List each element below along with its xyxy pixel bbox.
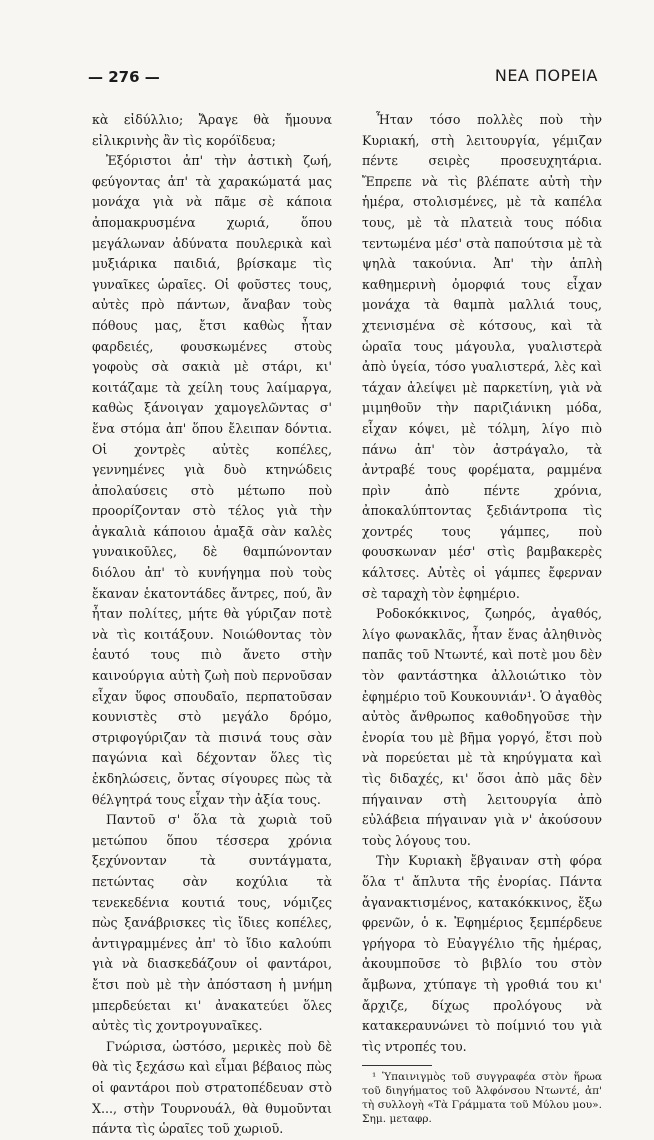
footnote: ¹ Ὑπαινιγμὸς τοῦ συγγραφέα στὸν ἥρωα τοῦ διηγήματος τοῦ Ἀλφόνσου Ντωντέ, ἀπ' τὴ συλλογὴ «Τὰ Γράμματα τοῦ Μύλου μου». Σημ. μεταφρ.	[362, 1071, 602, 1126]
paragraph: Ἦταν τόσο πολλὲς ποὺ τὴν Κυριακή, στὴ λειτουργία, γέμιζαν πέντε σειρὲς προσευχητάρια. Ἔπρεπε νὰ τὶς βλέπατε αὐτὴ τὴν ἡμέρα, στολισμένες, μὲ τὰ καπέλα τους, μὲ τὰ πλατειὰ τους πόδια τεντωμένα μέσ' στὰ παπούτσια μὲ τὰ ψηλὰ τακούνια. Ἀπ' τὴν ἁπλὴ καθημερινὴ ὀμορφιά τους εἶχαν μονάχα τὰ θαμπὰ μαλλιά τους, χτενισμένα σὲ κότσους, καὶ τὰ ὡραῖα τους μάγουλα, γυαλιστερὰ ἀπὸ ὑγεία, τόσο γυαλιστερά, λὲς καὶ τάχαν ἀλείψει μὲ παρκετίνη, γιὰ νὰ μιμηθοῦν τὴν παριζιάνικη μόδα, εἶχαν κόψει, μὲ τόλμη, λίγο πιὸ πάνω ἀπ' τὸν ἀστράγαλο, τὰ ἀντραβέ τους φορέματα, ραμμένα πρὶν ἀπὸ πέντε χρόνια, ἀποκαλύπτοντας ξεδιάντροπα τὶς χοντρές τους γάμπες, ποὺ φουσκωναν μέσ' στὶς βαμβακερὲς κάλτσες. Αὐτὲς οἱ γάμπες ἔφερναν σὲ ταραχὴ τὸν ἐφημέριο.	[362, 112, 602, 601]
paragraph: Ροδοκόκκινος, ζωηρός, ἀγαθός, λίγο φωνακλᾶς, ἦταν ἕνας ἀληθινὸς παπᾶς τοῦ Ντωντέ, καὶ ποτὲ μου δὲν τὸν φαντάστηκα ἀλλοιώτικο τὸν ἐφημέριο τοῦ Κουκουνιάν¹. Ὁ ἀγαθὸς αὐτὸς ἄνθρωπος καθοδηγοῦσε τὴν ἐνορία του μὲ βῆμα γοργό, ἔτσι ποὺ νὰ πορεύεται μὲ τὰ κηρύγματα καὶ τὶς διδαχές, κι' ὅσοι ἀπὸ μᾶς δὲν πήγαιναν στὴ λειτουργία ἀπὸ εὐλάβεια πήγαιναν γιὰ ν' ἀκούσουν τοὺς λόγους του.	[362, 606, 602, 848]
paragraph: Παντοῦ σ' ὅλα τὰ χωριὰ τοῦ μετώπου ὅπου τέσσερα χρόνια ξεχύνονταν τὰ συντάγματα, πετώντας σὰν κοχύλια τὰ τενεκεδένια κουτιά τους, νόμιζες πὼς ξανάβρισκες τὶς ἴδιες κοπέλες, ἀντιγραμμένες ἀπ' τὸ ἴδιο καλούπι γιὰ νὰ διασκεδάζουν οἱ φαντάροι, ἔτσι ποὺ μὲ τὴν ἀπόσταση ἡ μνήμη μπερδεύεται κι' ἀνακατεύει ὅλες αὐτὲς τὶς χοντρογυναῖκες.	[92, 812, 332, 1034]
right-column	[362, 110, 602, 1126]
page-number: — 276 —	[88, 68, 160, 86]
paragraph: κὰ εἰδύλλιο; Ἄραγε θὰ ἤμουνα εἰλικρινὴς ἂν τὶς κορόϊδευα;	[92, 112, 332, 148]
page-header	[88, 62, 598, 92]
paragraph: Γνώρισα, ὡστόσο, μερικὲς ποὺ δὲ θὰ τὶς ξεχάσω καὶ εἶμαι βέβαιος πὼς οἱ φαντάροι ποὺ στρατοπέδευαν στὸ Χ..., στὴν Τουρνουάλ, θὰ θυμοῦνται πάντα τὶς ὡραῖες τοῦ χωριοῦ.	[92, 1038, 332, 1137]
journal-title: ΝΕΑ ΠΟΡΕΙΑ	[494, 66, 598, 85]
footnote-divider	[362, 1065, 432, 1066]
paragraph: Ἐξόριστοι ἀπ' τὴν ἀστικὴ ζωή, φεύγοντας ἀπ' τὰ χαρακώματά μας μονάχα γιὰ νὰ πᾶμε σὲ κάποια ἀπομακρυσμένα χωριά, ὅπου μεγάλωναν ἀδύνατα πουλερικὰ καὶ μυξιάρικα παιδιά, βρίσκαμε τὶς γυναῖκες ὡραῖες. Οἱ φοῦστες τους, αὐτὲς πρὸ πάντων, ἄναβαν τοὺς πόθους μας, ἔτσι καθὼς ἦταν φαρδειές, φουσκωμένες στοὺς γοφοὺς σὰ σακιὰ μὲ στάρι, κι' κοιτάζαμε τὰ χείλη τους λαίμαργα, καθὼς ξάνοιγαν χαμογελῶντας σ' ἕνα στόμα ἀπ' ὅπου ἔλειπαν δόντια. Οἱ χοντρὲς αὐτὲς κοπέλες, γεννημένες γιὰ δυὸ κτηνώδεις ἀπολαύσεις στὸ μέτωπο ποὺ προορίζονταν στὸ τέλος γιὰ τὴν ἀγκαλιὰ κάποιου ἀμαξᾶ σὰν καλὲς γυναικοῦλες, δὲ θαμπώνονταν διόλου ἀπ' τὸ κυνήγημα ποὺ τοὺς ἔκαναν ἑκατοντάδες ἄντρες, πού, ἂν ἦταν πολίτες, μήτε θὰ γύριζαν ποτὲ νὰ τὶς κοιτάξουν. Νοιώθοντας τὸν ἑαυτό τους πιὸ ἄνετο στὴν καινούργια αὐτὴ ζωὴ ποὺ περνοῦσαν εἶχαν ὕφος σπουδαῖο, περπατοῦσαν κουνιστὲς στὸ μεγάλο δρόμο, στριφογύριζαν τὰ πισινά τους σὰν παγώνια καὶ δέχονταν ὅλες τὶς ἐκδηλώσεις, ὄντας σίγουρες πὼς τὰ θέλγητρά τους εἶχαν τὴν ἀξία τους.	[92, 153, 332, 807]
text-columns	[92, 110, 602, 1137]
paragraph: Τὴν Κυριακὴ ἔβγαιναν στὴ φόρα ὅλα τ' ἄπλυτα τῆς ἐνορίας. Πάντα ἀγανακτισμένος, κατακόκκινος, ἔξω φρενῶν, ὁ κ. Ἐφημέριος ξεμπέρδευε γρήγορα τὸ Εὐαγγέλιο τῆς ἡμέρας, ἀκουμποῦσε τὸ βιβλίο του στὸν ἄμβωνα, χτύπαγε τὴ γροθιά του κι' ἄρχιζε, δίχως προλόγους νὰ κατακεραυνώνει τὸ ποίμνιό του γιὰ τὶς ντροπές του.	[362, 853, 602, 1054]
left-column	[92, 110, 332, 1140]
